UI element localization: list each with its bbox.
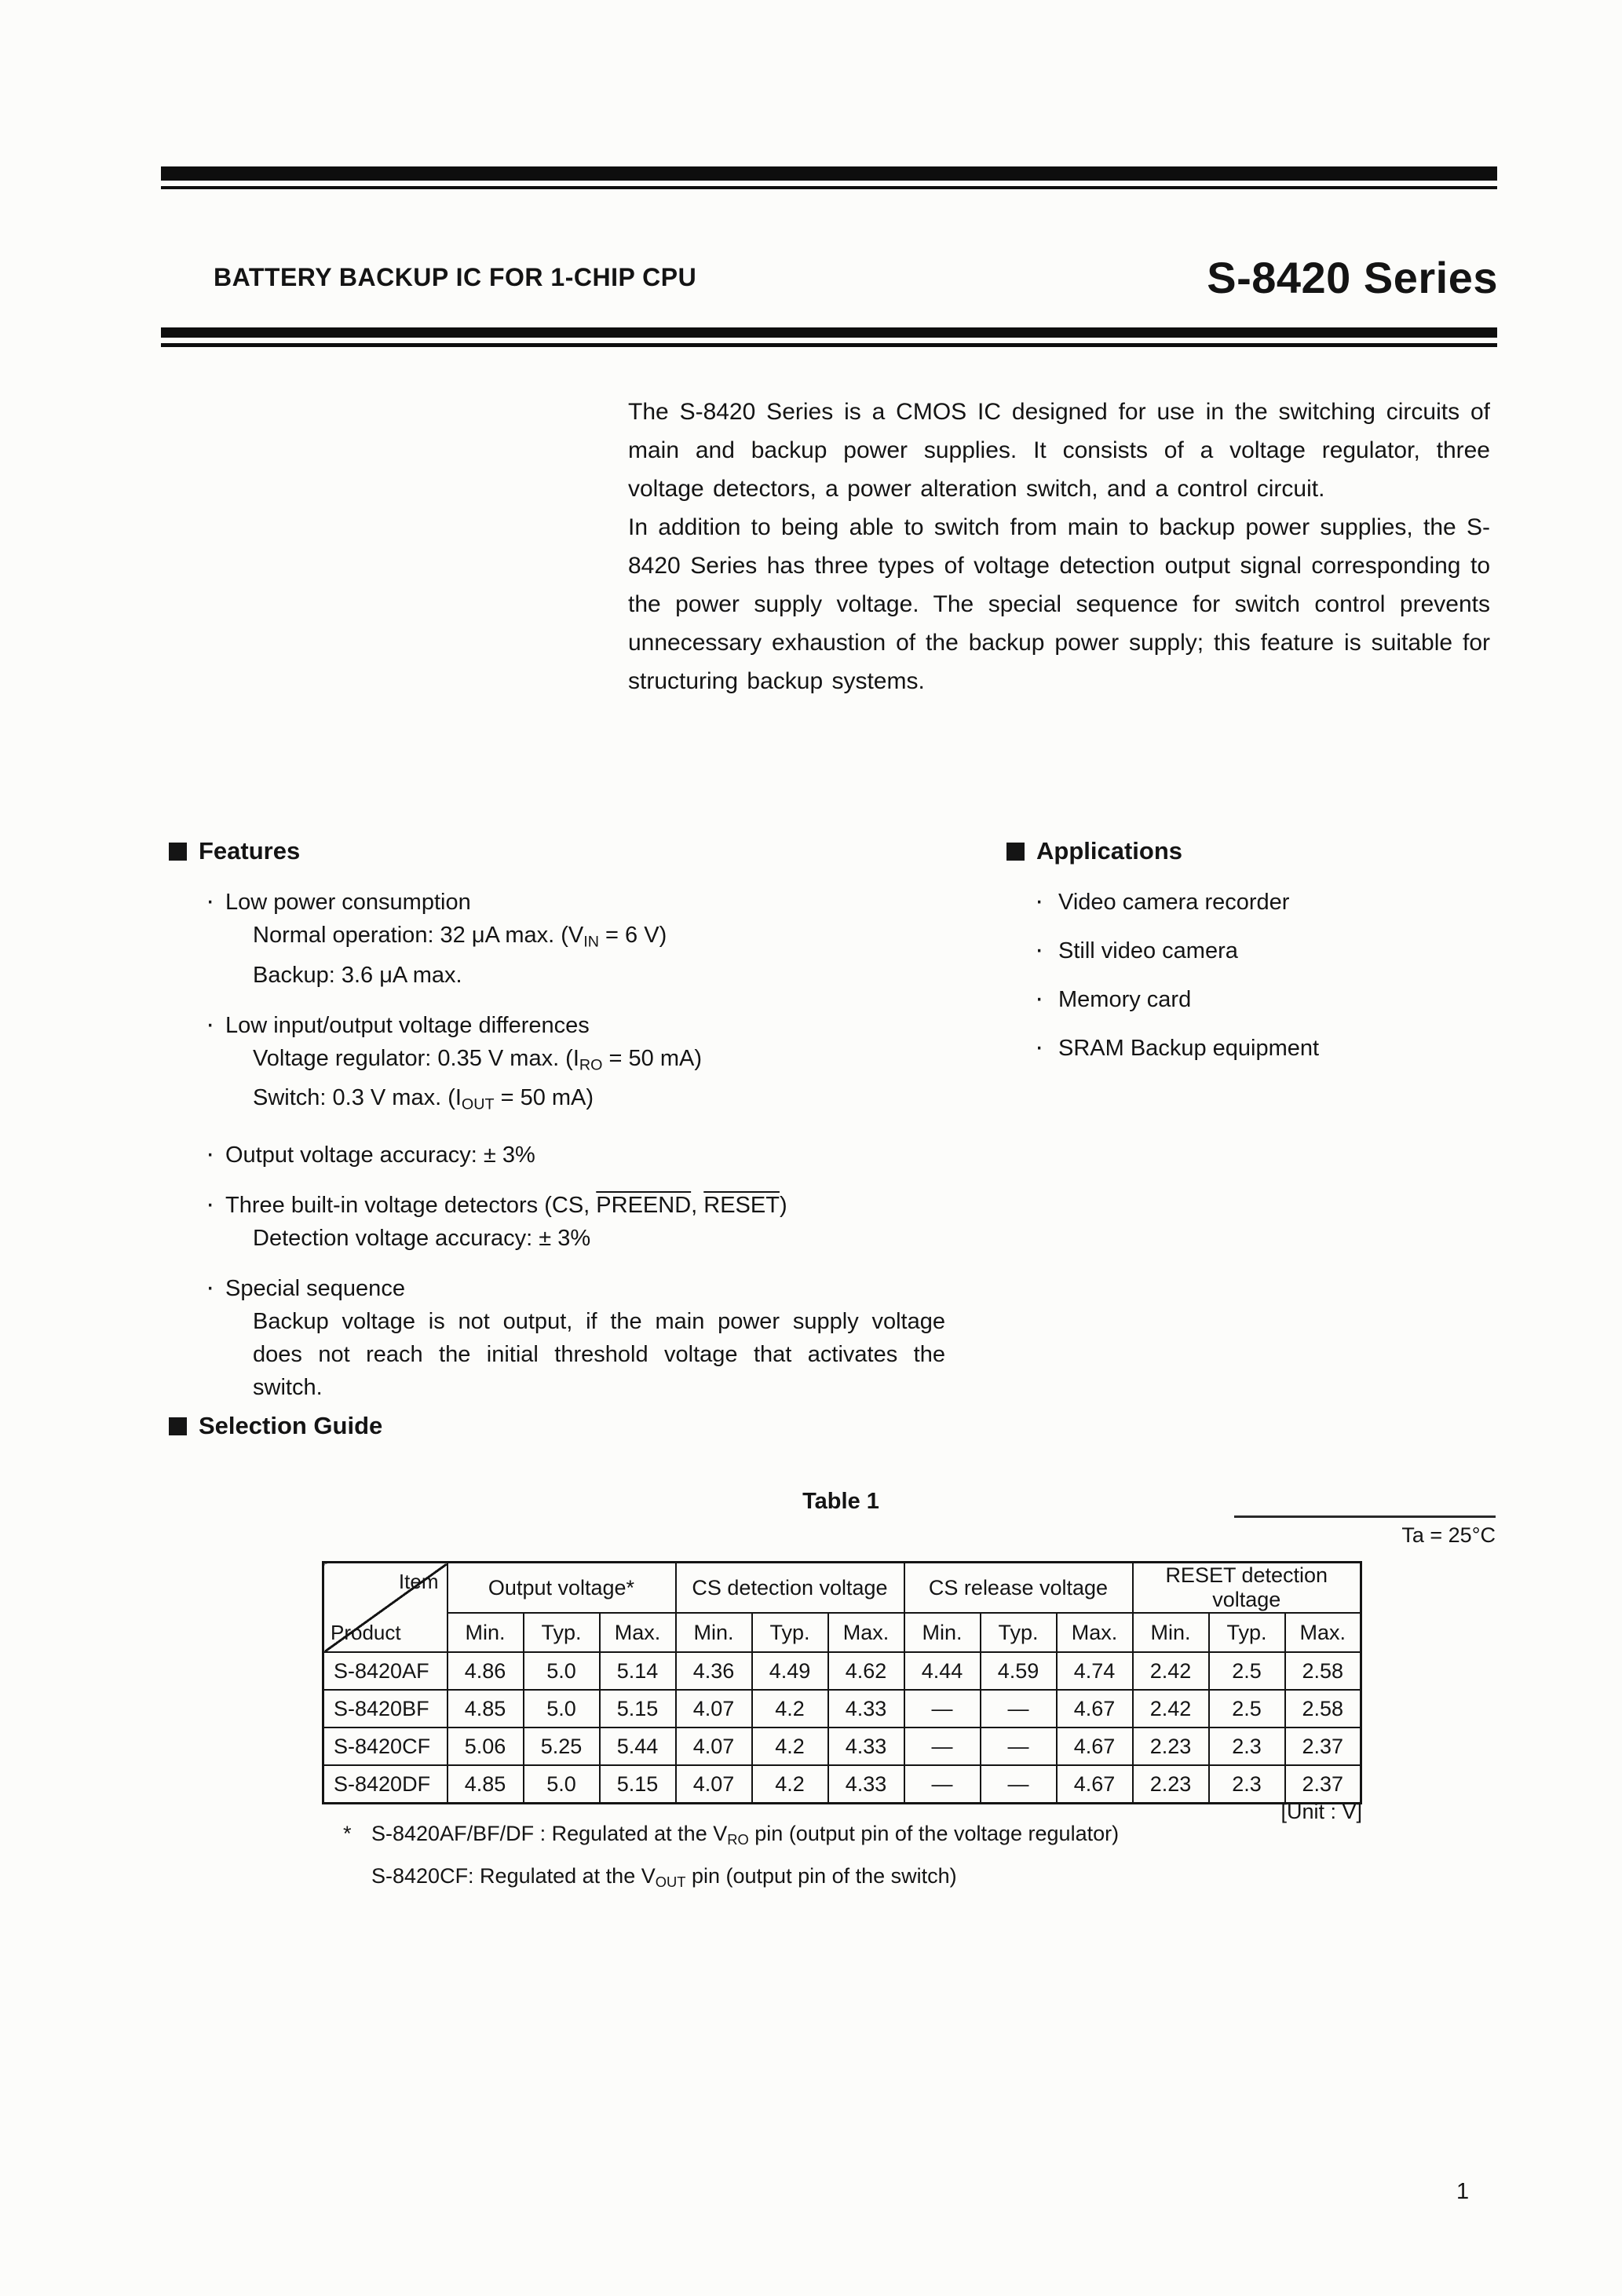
text-segment: S-8420CF: Regulated at the V — [371, 1864, 656, 1888]
table-cell: 4.07 — [676, 1727, 752, 1765]
table-cell: 2.37 — [1285, 1727, 1361, 1765]
table-cell: 4.33 — [828, 1727, 904, 1765]
application-item — [1006, 934, 1540, 967]
table-cell: 4.2 — [752, 1727, 828, 1765]
unit-note: [Unit : V] — [1280, 1800, 1362, 1823]
table-cell: 2.42 — [1133, 1652, 1209, 1690]
temperature-condition: Ta = 25°C — [1234, 1515, 1496, 1548]
subheader-min: Min. — [676, 1613, 752, 1652]
table-cell: 4.07 — [676, 1690, 752, 1727]
subheader-min: Min. — [1133, 1613, 1209, 1652]
subheader-max: Max. — [1285, 1613, 1361, 1652]
feature-heading: Special sequence — [225, 1275, 405, 1301]
features-title: Features — [199, 837, 301, 865]
table-cell: 2.23 — [1133, 1727, 1209, 1765]
table-cell: 5.14 — [600, 1652, 676, 1690]
features-section — [169, 837, 970, 1421]
bullet-icon — [206, 1270, 214, 1305]
text-segment: pin (output pin of the switch) — [685, 1864, 957, 1888]
subheader-max: Max. — [600, 1613, 676, 1652]
table-cell: 2.42 — [1133, 1690, 1209, 1727]
intro-paragraph-1: The S-8420 Series is a CMOS IC designed for use in the switching circuits of main and backup power supplies. It consists of a voltage regulator, three voltage detectors, a power alteration switch, and a control circuit. — [628, 399, 1490, 502]
table-cell: 2.58 — [1285, 1690, 1361, 1727]
table-row-s8420df — [323, 1765, 1361, 1804]
feature-detail: Backup voltage is not output, if the main power supply voltage does not reach the initial threshold voltage that activates the switch. — [253, 1308, 945, 1400]
table-cell: 4.07 — [676, 1765, 752, 1804]
table-cell: — — [981, 1765, 1057, 1804]
table-cell: 2.5 — [1209, 1690, 1285, 1727]
text-segment: = 50 mA) — [602, 1045, 702, 1071]
table-cell: 5.0 — [524, 1652, 600, 1690]
table-group-header-row — [323, 1563, 1361, 1614]
text-segment: pin (output pin of the voltage regulator) — [748, 1822, 1120, 1845]
corner-item-label: Item — [398, 1570, 439, 1593]
table-cell: 5.0 — [524, 1690, 600, 1727]
application-item — [1006, 886, 1540, 919]
table-cell: — — [904, 1765, 981, 1804]
application-label: SRAM Backup equipment — [1058, 1036, 1320, 1061]
text-segment: = 6 V) — [599, 923, 667, 948]
table-cell: 4.33 — [828, 1765, 904, 1804]
selection-guide-header — [169, 1412, 382, 1440]
section-marker-icon — [169, 1417, 187, 1435]
table-cell: — — [981, 1690, 1057, 1727]
text-segment: detection voltage — [1212, 1563, 1328, 1611]
corner-product-label: Product — [331, 1621, 401, 1644]
column-group-output-voltage: Output voltage* — [448, 1563, 676, 1614]
header-rule-thick — [161, 327, 1497, 338]
table-cell: 5.15 — [600, 1765, 676, 1804]
table-cell: 2.3 — [1209, 1765, 1285, 1804]
feature-heading: Output voltage accuracy: ± 3% — [225, 1142, 535, 1168]
feature-detail — [225, 1081, 970, 1121]
features-header — [169, 837, 970, 865]
subheader-typ: Typ. — [524, 1613, 600, 1652]
table-cell: 2.37 — [1285, 1765, 1361, 1804]
overlined-text: RESET — [1165, 1563, 1236, 1587]
feature-item-output-accuracy — [169, 1139, 970, 1172]
subheader-min: Min. — [448, 1613, 524, 1652]
text-segment: = 50 mA) — [494, 1085, 594, 1111]
application-item — [1006, 983, 1540, 1016]
subscript-text: RO — [727, 1831, 749, 1848]
table-cell: 4.85 — [448, 1765, 524, 1804]
table-cell: 4.2 — [752, 1690, 828, 1727]
text-segment: Normal operation: 32 μA max. (V — [253, 923, 584, 948]
table-cell: 4.62 — [828, 1652, 904, 1690]
table-cell: 5.44 — [600, 1727, 676, 1765]
subheader-min: Min. — [904, 1613, 981, 1652]
header-rule-thin — [161, 343, 1497, 347]
table-cell: 4.74 — [1057, 1652, 1133, 1690]
table-row-s8420bf — [323, 1690, 1361, 1727]
subscript-text: IN — [583, 933, 599, 951]
column-group-cs-detection-voltage: CS detection voltage — [676, 1563, 904, 1614]
table-cell: 4.59 — [981, 1652, 1057, 1690]
application-label: Still video camera — [1058, 938, 1238, 963]
product-cell: S-8420BF — [323, 1690, 448, 1727]
table-cell: — — [981, 1727, 1057, 1765]
subheader-max: Max. — [828, 1613, 904, 1652]
subheader-typ: Typ. — [752, 1613, 828, 1652]
bullet-icon — [1035, 884, 1043, 919]
table-cell: 4.67 — [1057, 1690, 1133, 1727]
document-subtitle: BATTERY BACKUP IC FOR 1-CHIP CPU — [214, 263, 697, 291]
table-cell: 4.2 — [752, 1765, 828, 1804]
table-cell: 4.67 — [1057, 1727, 1133, 1765]
feature-heading — [225, 1189, 970, 1222]
text-segment: ) — [779, 1192, 787, 1218]
footnote-2 — [343, 1858, 1238, 1900]
features-list — [169, 886, 970, 1404]
bullet-icon — [206, 884, 214, 919]
top-rule-thin — [161, 186, 1497, 189]
table-cell: 5.06 — [448, 1727, 524, 1765]
table-cell: — — [904, 1690, 981, 1727]
table-cell: 5.15 — [600, 1690, 676, 1727]
table-cell: 4.33 — [828, 1690, 904, 1727]
product-cell: S-8420DF — [323, 1765, 448, 1804]
feature-heading: Low input/output voltage differences — [225, 1012, 590, 1038]
feature-item-special-sequence — [169, 1272, 970, 1404]
bullet-icon — [206, 1187, 214, 1222]
bullet-icon — [1035, 982, 1043, 1016]
text-segment: , — [691, 1192, 704, 1218]
bullet-icon — [206, 1007, 214, 1042]
feature-detail — [225, 1042, 970, 1082]
subscript-text: OUT — [655, 1874, 686, 1891]
document-title: S-8420 Series — [1207, 253, 1498, 302]
table-cell: 4.49 — [752, 1652, 828, 1690]
subheader-max: Max. — [1057, 1613, 1133, 1652]
column-group-cs-release-voltage: CS release voltage — [904, 1563, 1133, 1614]
page-number: 1 — [1456, 2179, 1470, 2204]
feature-item-low-io-voltage — [169, 1009, 970, 1121]
bullet-icon — [206, 1137, 214, 1172]
applications-section — [1006, 837, 1540, 1080]
table-caption: Table 1 — [802, 1489, 879, 1514]
table-cell: 2.23 — [1133, 1765, 1209, 1804]
feature-detail: Detection voltage accuracy: ± 3% — [253, 1225, 591, 1251]
table-cell: 4.67 — [1057, 1765, 1133, 1804]
table-row-s8420af — [323, 1652, 1361, 1690]
column-group-reset-detection-voltage — [1133, 1563, 1361, 1614]
top-rule-thick — [161, 166, 1497, 181]
table-cell: 4.44 — [904, 1652, 981, 1690]
table-cell: 4.36 — [676, 1652, 752, 1690]
table-footnotes — [343, 1815, 1238, 1900]
feature-item-low-power — [169, 886, 970, 992]
table-cell: — — [904, 1727, 981, 1765]
table-cell: 2.58 — [1285, 1652, 1361, 1690]
document-header — [214, 226, 1498, 305]
table-cell: 5.0 — [524, 1765, 600, 1804]
subheader-typ: Typ. — [981, 1613, 1057, 1652]
text-segment: Voltage regulator: 0.35 V max. (I — [253, 1045, 579, 1071]
bullet-icon — [1035, 1030, 1043, 1065]
table-cell: 5.25 — [524, 1727, 600, 1765]
application-item — [1006, 1032, 1540, 1065]
feature-detail: Backup: 3.6 μA max. — [253, 962, 462, 988]
intro-text — [628, 393, 1490, 700]
text-segment: Switch: 0.3 V max. (I — [253, 1085, 462, 1111]
applications-list — [1006, 886, 1540, 1065]
subscript-text: RO — [579, 1056, 603, 1074]
application-label: Memory card — [1058, 987, 1192, 1012]
feature-heading: Low power consumption — [225, 890, 471, 915]
section-marker-icon — [1006, 843, 1025, 861]
overlined-text: RESET — [703, 1192, 780, 1218]
application-label: Video camera recorder — [1058, 890, 1290, 915]
footnote-marker: * — [343, 1822, 352, 1845]
bullet-icon — [1035, 933, 1043, 967]
table-cell: 2.5 — [1209, 1652, 1285, 1690]
applications-title: Applications — [1036, 837, 1183, 865]
feature-detail — [225, 919, 970, 959]
text-segment: Three built-in voltage detectors (CS, — [225, 1192, 597, 1218]
subheader-typ: Typ. — [1209, 1613, 1285, 1652]
table-subheader-row — [323, 1613, 1361, 1652]
footnote-1 — [343, 1815, 1238, 1858]
product-cell: S-8420AF — [323, 1652, 448, 1690]
table-cell: 4.85 — [448, 1690, 524, 1727]
applications-header — [1006, 837, 1540, 865]
subscript-text: OUT — [461, 1095, 495, 1113]
text-segment: S-8420AF/BF/DF : Regulated at the V — [371, 1822, 728, 1845]
intro-paragraph-2: In addition to being able to switch from main to backup power supplies, the S-8420 Series has three types of voltage detection output signal corresponding to the power supply voltage. The special sequence for switch control prevents unnecessary exhaustion of the backup power supply; this feature is suitable for structuring backup systems. — [628, 514, 1490, 694]
table-cell: 2.3 — [1209, 1727, 1285, 1765]
table-cell: 4.86 — [448, 1652, 524, 1690]
overlined-text: PREEND — [596, 1192, 692, 1218]
product-cell: S-8420CF — [323, 1727, 448, 1765]
selection-guide-title: Selection Guide — [199, 1412, 383, 1439]
section-marker-icon — [169, 843, 187, 861]
table-corner-cell — [323, 1563, 448, 1653]
table-row-s8420cf — [323, 1727, 1361, 1765]
selection-table — [322, 1561, 1362, 1804]
feature-item-detectors — [169, 1189, 970, 1255]
